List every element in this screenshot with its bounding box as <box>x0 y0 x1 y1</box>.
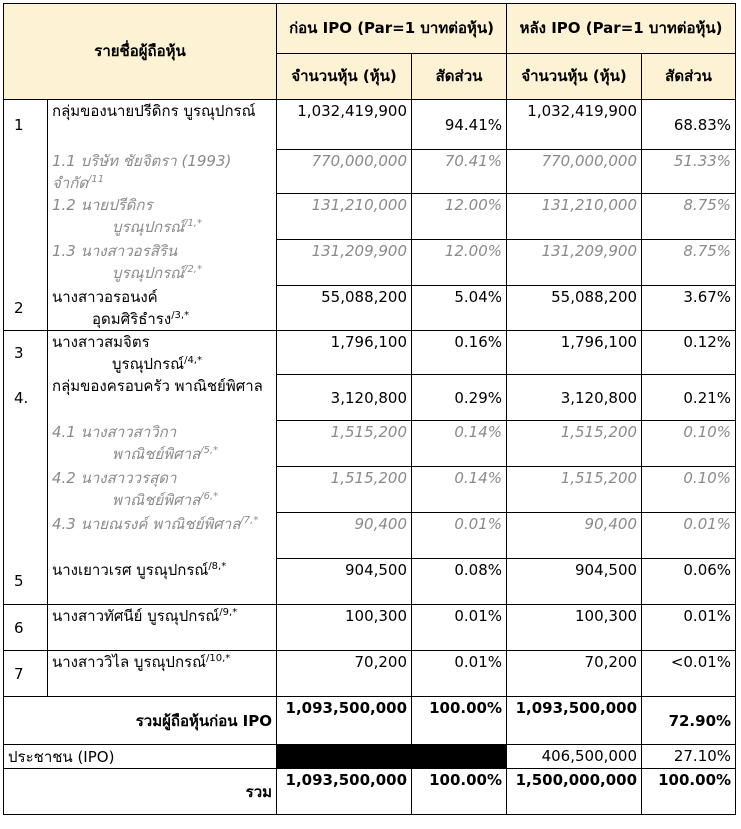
shareholder-name: 1.1 บริษัท ชัยจิตรา (1993) จำกัด$^{/11}$ <box>48 150 277 194</box>
public-label: ประชาชน (IPO) <box>4 745 277 769</box>
before-ratio: 0.01% <box>412 651 507 697</box>
shareholder-name: 4.3 นายณรงค์ พาณิชย์พิศาล$^{/7,*}$ <box>48 513 277 559</box>
after-ratio: 0.06% <box>642 559 736 605</box>
subtotal-row <box>4 697 736 745</box>
total-after-shares: 1,500,000,000 <box>507 769 642 815</box>
subtotal-label: รวมผู้ถือหุ้นก่อน IPO <box>4 697 277 745</box>
shareholder-name: กลุ่มของนายปรีดิกร บูรณุปกรณ์ <box>48 100 277 150</box>
before-ratio: 0.29% <box>412 375 507 421</box>
row-index: 3 <box>4 330 48 375</box>
subtotal-after-ratio: 72.90% <box>642 697 736 745</box>
before-shares: 904,500 <box>277 559 412 605</box>
after-ratio: 8.75% <box>642 240 736 286</box>
after-ratio: <0.01% <box>642 651 736 697</box>
before-ratio: 0.14% <box>412 467 507 513</box>
after-shares: 1,796,100 <box>507 330 642 375</box>
before-shares: 1,515,200 <box>277 467 412 513</box>
after-shares: 904,500 <box>507 559 642 605</box>
after-shares: 100,300 <box>507 605 642 651</box>
row-index: 2 <box>4 286 48 331</box>
table-row <box>4 286 736 331</box>
row-index: 5 <box>4 559 48 605</box>
before-shares: 770,000,000 <box>277 150 412 194</box>
table-row <box>4 559 736 605</box>
before-ratio: 12.00% <box>412 240 507 286</box>
before-shares: 131,209,900 <box>277 240 412 286</box>
after-shares: 3,120,800 <box>507 375 642 421</box>
total-before-shares: 1,093,500,000 <box>277 769 412 815</box>
after-ratio: 51.33% <box>642 150 736 194</box>
before-ratio: 70.41% <box>412 150 507 194</box>
shareholder-name: นางเยาวเรศ บูรณุปกรณ์$^{/8,*}$ <box>48 559 277 605</box>
header-after-ratio: สัดส่วน <box>642 54 736 100</box>
header-before-ratio: สัดส่วน <box>412 54 507 100</box>
row-index: 1 <box>4 100 48 150</box>
after-ratio: 0.10% <box>642 421 736 467</box>
after-shares: 131,210,000 <box>507 194 642 240</box>
before-ratio: 94.41% <box>412 100 507 150</box>
shareholder-name: นางสาวทัศนีย์ บูรณุปกรณ์$^{/9,*}$ <box>48 605 277 651</box>
after-ratio: 0.01% <box>642 605 736 651</box>
after-shares: 55,088,200 <box>507 286 642 331</box>
subtotal-before-shares: 1,093,500,000 <box>277 697 412 745</box>
shareholder-name: นางสาวอรอนงค์ อุดมศิริธำรง$^{/3,*}$ <box>48 286 277 331</box>
total-before-ratio: 100.00% <box>412 769 507 815</box>
before-ratio: 0.16% <box>412 330 507 375</box>
before-ratio: 0.14% <box>412 421 507 467</box>
shareholder-name: นางสาวสมจิตร บูรณุปกรณ์$^{/4,*}$ <box>48 330 277 375</box>
header-before-ipo: ก่อน IPO (Par=1 บาทต่อหุ้น) <box>277 4 507 54</box>
after-shares: 1,515,200 <box>507 421 642 467</box>
after-ratio: 68.83% <box>642 100 736 150</box>
header-before-shares: จำนวนหุ้น (หุ้น) <box>277 54 412 100</box>
before-ratio: 0.01% <box>412 605 507 651</box>
table-row <box>4 513 736 559</box>
after-shares: 90,400 <box>507 513 642 559</box>
table-row <box>4 150 736 194</box>
table-row <box>4 330 736 375</box>
shareholder-name: 1.2 นายปรีดิกร บูรณุปกรณ์$^{/1,*}$ <box>48 194 277 240</box>
table-row <box>4 100 736 150</box>
public-after-shares: 406,500,000 <box>507 745 642 769</box>
table-row <box>4 194 736 240</box>
row-index: 7 <box>4 651 48 697</box>
before-ratio: 12.00% <box>412 194 507 240</box>
after-shares: 70,200 <box>507 651 642 697</box>
table-row <box>4 651 736 697</box>
before-shares: 1,032,419,900 <box>277 100 412 150</box>
before-shares: 131,210,000 <box>277 194 412 240</box>
table-row <box>4 240 736 286</box>
before-ratio: 5.04% <box>412 286 507 331</box>
row-index: 4. <box>4 375 48 421</box>
header-after-ipo: หลัง IPO (Par=1 บาทต่อหุ้น) <box>507 4 736 54</box>
table-row <box>4 421 736 467</box>
table-row <box>4 467 736 513</box>
before-ratio: 0.01% <box>412 513 507 559</box>
after-shares: 770,000,000 <box>507 150 642 194</box>
subtotal-before-ratio: 100.00% <box>412 697 507 745</box>
after-ratio: 0.10% <box>642 467 736 513</box>
after-shares: 1,032,419,900 <box>507 100 642 150</box>
before-shares: 70,200 <box>277 651 412 697</box>
redacted-cell <box>277 745 507 769</box>
row-index: 6 <box>4 605 48 651</box>
before-shares: 3,120,800 <box>277 375 412 421</box>
before-shares: 100,300 <box>277 605 412 651</box>
subtotal-after-shares: 1,093,500,000 <box>507 697 642 745</box>
shareholder-name: กลุ่มของครอบครัว พาณิชย์พิศาล <box>48 375 277 421</box>
after-ratio: 8.75% <box>642 194 736 240</box>
shareholder-name: 4.2 นางสาววรสุดา พาณิชย์พิศาล$^{/6,*}$ <box>48 467 277 513</box>
shareholder-name: 1.3 นางสาวอรสิริน บูรณุปกรณ์$^{/2,*}$ <box>48 240 277 286</box>
after-ratio: 0.12% <box>642 330 736 375</box>
total-row <box>4 769 736 815</box>
after-ratio: 3.67% <box>642 286 736 331</box>
after-shares: 1,515,200 <box>507 467 642 513</box>
shareholder-table <box>3 3 736 815</box>
header-shareholder-name: รายชื่อผู้ถือหุ้น <box>4 4 277 100</box>
public-row <box>4 745 736 769</box>
before-ratio: 0.08% <box>412 559 507 605</box>
before-shares: 1,796,100 <box>277 330 412 375</box>
table-row <box>4 375 736 421</box>
after-ratio: 0.21% <box>642 375 736 421</box>
shareholder-name: 4.1 นางสาวสาวิกา พาณิชย์พิศาล$^{/5,*}$ <box>48 421 277 467</box>
after-shares: 131,209,900 <box>507 240 642 286</box>
total-label: รวม <box>4 769 277 815</box>
header-after-shares: จำนวนหุ้น (หุ้น) <box>507 54 642 100</box>
total-after-ratio: 100.00% <box>642 769 736 815</box>
shareholder-name: นางสาววิไล บูรณุปกรณ์$^{/10,*}$ <box>48 651 277 697</box>
before-shares: 1,515,200 <box>277 421 412 467</box>
after-ratio: 0.01% <box>642 513 736 559</box>
before-shares: 55,088,200 <box>277 286 412 331</box>
before-shares: 90,400 <box>277 513 412 559</box>
table-row <box>4 605 736 651</box>
public-after-ratio: 27.10% <box>642 745 736 769</box>
